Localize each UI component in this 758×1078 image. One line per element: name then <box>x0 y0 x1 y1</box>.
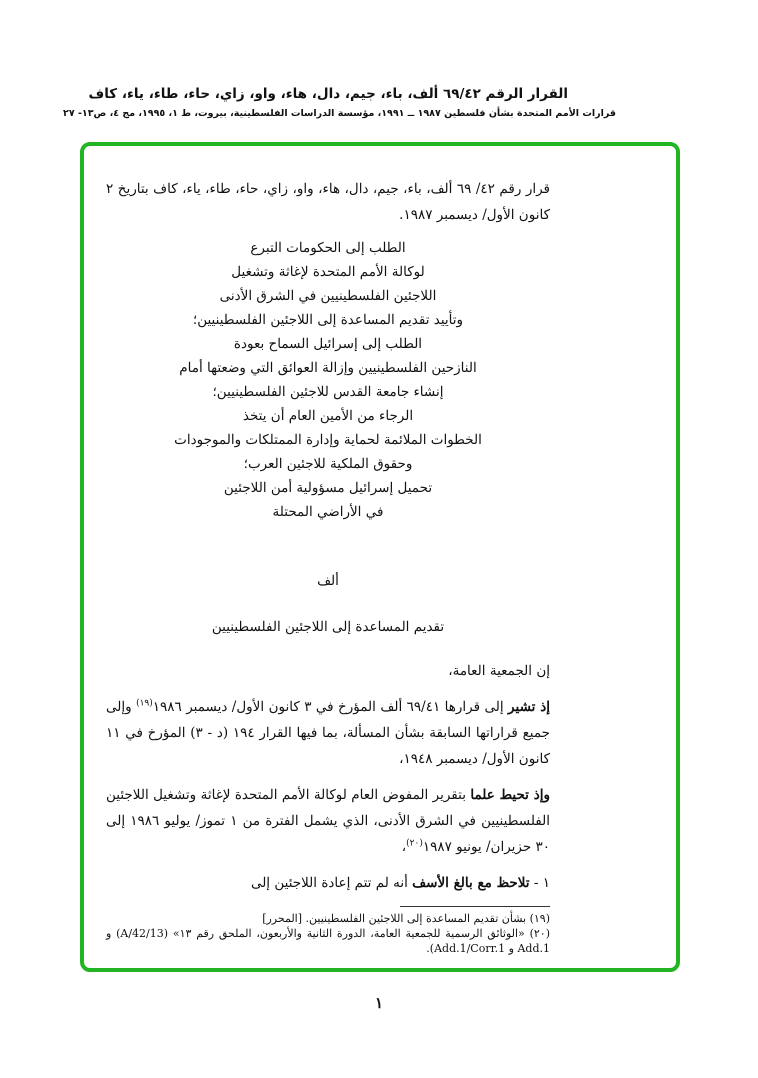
summary-line: الرجاء من الأمين العام أن يتخذ <box>242 408 414 424</box>
general-assembly-line: إن الجمعية العامة، <box>448 663 550 679</box>
operative-paragraph-1 <box>106 870 550 896</box>
summary-line: في الأراضي المحتلة <box>272 504 384 520</box>
summary-line: الطلب إلى إسرائيل السماح بعودة <box>233 336 423 352</box>
summary-line: لوكالة الأمم المتحدة لإغاثة وتشغيل <box>231 264 425 280</box>
part-label: ألف <box>317 573 339 589</box>
summary-line: الخطوات الملائمة لحماية وإدارة الممتلكات والموجودات <box>174 432 482 448</box>
paragraph-text: إلى قرارها ٦٩/٤١ ألف المؤرخ في ٣ كانون الأول/ ديسمبر ١٩٨٦ <box>152 699 504 715</box>
footnote-19: (١٩) بشأن تقديم المساعدة إلى اللاجئين الفلسطينيين. [المحرر] <box>262 912 550 925</box>
paragraph-recalling <box>106 694 550 772</box>
summary-line: وتأييد تقديم المساعدة إلى اللاجئين الفلسطينيين؛ <box>192 312 464 328</box>
footnote-ref-19[interactable]: (١٩) <box>136 698 153 709</box>
paragraph-number: ١ - <box>533 875 550 891</box>
summary-line: تحميل إسرائيل مسؤولية أمن اللاجئين <box>223 480 433 496</box>
paragraph-lead: تلاحظ مع بالغ الأسف <box>412 875 530 891</box>
summary-line: إنشاء جامعة القدس للاجئين الفلسطينيين؛ <box>212 384 444 400</box>
footnote-ref-20[interactable]: (٢٠) <box>406 838 423 849</box>
paragraph-noting-report <box>106 782 550 860</box>
summary-line: النازحين الفلسطينيين وإزالة العوائق التي وضعتها أمام <box>179 360 477 376</box>
document-header-title: القرار الرقم ٦٩/٤٢ ألف، باء، جيم، دال، هاء، واو، زاي، حاء، طاء، ياء، كاف <box>88 86 568 102</box>
resolution-body <box>106 176 550 956</box>
resolution-intro: قرار رقم ٤٢/ ٦٩ ألف، باء، جيم، دال، هاء، واو، زاي، حاء، طاء، ياء، كاف بتاريخ ٢ كانون الأول/ ديسمبر ١٩٨٧. <box>106 181 551 223</box>
summary-line: الطلب إلى الحكومات التبرع <box>250 240 406 256</box>
paragraph-end: ، <box>401 839 407 855</box>
document-source-citation: قرارات الأمم المتحدة بشأن فلسطين ١٩٨٧ ــ ١٩٩١، مؤسسة الدراسات الفلسطينية، بيروت، ط ١، ١٩٩٥، مج ٤، ص١٣- ٢٧ <box>63 108 616 119</box>
paragraph-lead: إذ تشير <box>508 699 550 715</box>
part-title: تقديم المساعدة إلى اللاجئين الفلسطينيين <box>211 619 445 635</box>
page-number: ١ <box>374 994 384 1012</box>
paragraph-lead: وإذ تحيط علما <box>470 787 551 803</box>
paragraph-text: بتقرير المفوض العام لوكالة الأمم المتحدة لإغاثة وتشغيل اللاجئين الفلسطينيين في الشرق الأدنى، الذي يشمل الفترة من ١ تموز/ يوليو ١٩٨٦ إلى ٣٠ حزيران/ يونيو ١٩٨٧ <box>106 787 550 855</box>
paragraph-text: أنه لم تتم إعادة اللاجئين إلى <box>250 875 408 891</box>
summary-line: اللاجئين الفلسطينيين في الشرق الأدنى <box>219 288 437 304</box>
footnote-20: (٢٠) «الوثائق الرسمية للجمعية العامة، الدورة الثانية والأربعون، الملحق رقم ١٣» (A/42/13) و Add.1 و Add.1/Corr.1). <box>106 927 550 955</box>
footnote-divider <box>400 906 550 907</box>
resolution-summary <box>106 236 550 524</box>
summary-line: وحقوق الملكية للاجئين العرب؛ <box>243 456 413 472</box>
paragraph-text-rest: وإلى جميع قراراتها السابقة بشأن المسألة، بما فيها القرار ١٩٤ (د - ٣) المؤرخ في ١١ كانون الأول/ ديسمبر ١٩٤٨، <box>106 699 550 767</box>
